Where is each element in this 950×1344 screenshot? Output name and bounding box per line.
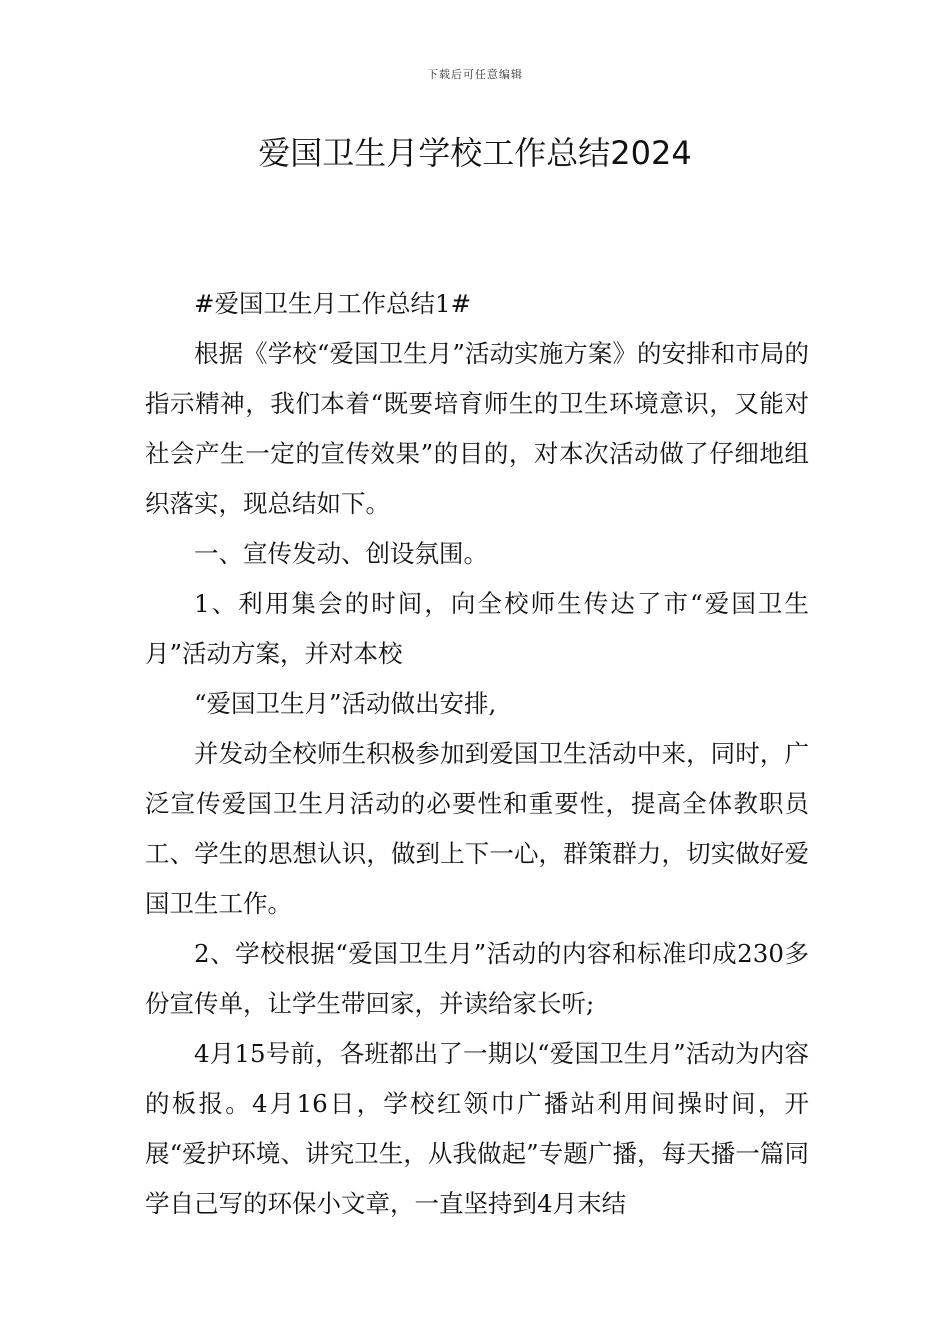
subsection-heading: 一、宣传发动、创设氛围。 xyxy=(194,539,488,568)
paragraph: 4月15号前，各班都出了一期以“爱国卫生月”活动为内容的板报。4月16日，学校红领巾广播站利用间操时间，开展“爱护环境、讲究卫生，从我做起”专题广播，每天播一篇同学自己写的环保小文章，一直坚持到4月末结 xyxy=(145,1039,809,1218)
document-body xyxy=(145,279,809,1229)
paragraph: 并发动全校师生积极参加到爱国卫生活动中来，同时，广泛宣传爱国卫生月活动的必要性和重要性，提高全体教职员工、学生的思想认识，做到上下一心，群策群力，切实做好爱国卫生工作。 xyxy=(145,739,809,918)
paragraph: 根据《学校“爱国卫生月”活动实施方案》的安排和市局的指示精神，我们本着“既要培育师生的卫生环境意识，又能对社会产生一定的宣传效果”的目的，对本次活动做了仔细地组织落实，现总结如下。 xyxy=(145,339,809,518)
document-title: 爱国卫生月学校工作总结2024 xyxy=(258,134,692,172)
section-heading: #爱国卫生月工作总结1# xyxy=(194,289,472,318)
header-note: 下载后可任意编辑 xyxy=(427,68,523,81)
paragraph: 2、学校根据“爱国卫生月”活动的内容和标准印成230多份宣传单，让学生带回家，并读给家长听; xyxy=(145,939,809,1018)
paragraph: “爱国卫生月”活动做出安排, xyxy=(194,689,497,718)
paragraph: 1、利用集会的时间，向全校师生传达了市“爱国卫生月”活动方案，并对本校 xyxy=(145,589,809,668)
